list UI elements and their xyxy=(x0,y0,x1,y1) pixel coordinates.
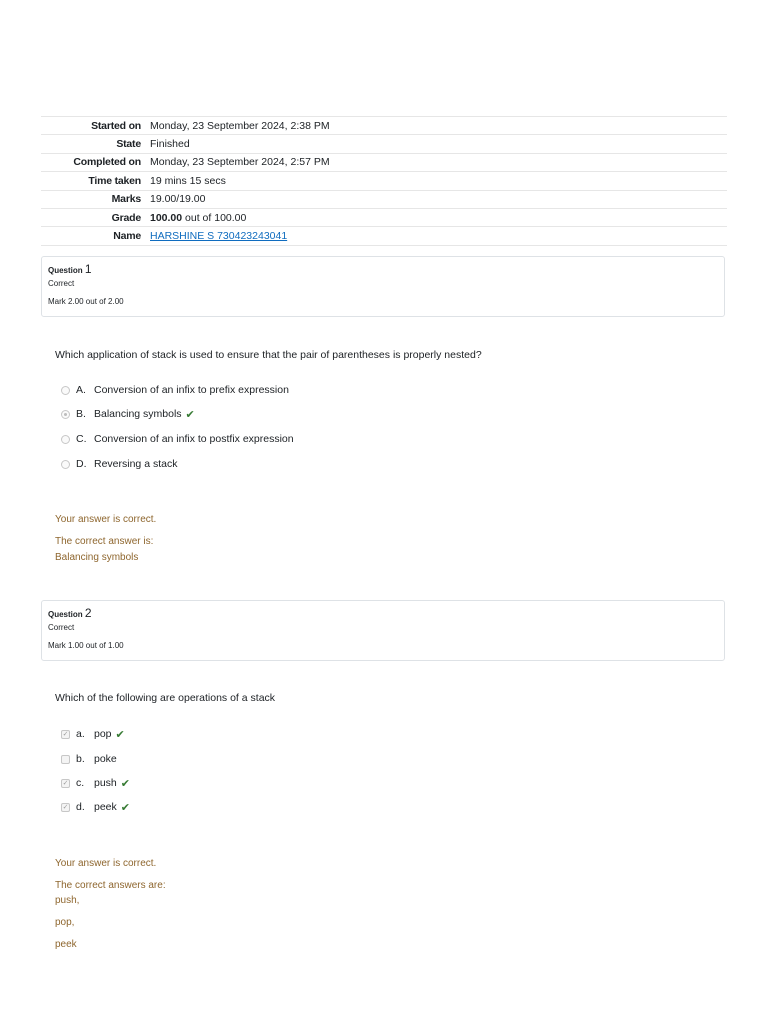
summary-value: 19.00/19.00 xyxy=(150,193,206,206)
radio-button[interactable] xyxy=(61,435,70,444)
option-d[interactable] xyxy=(61,799,130,815)
summary-row xyxy=(41,208,727,226)
summary-label: Started on xyxy=(91,119,141,132)
student-name-link[interactable]: HARSHINE S 730423243041 xyxy=(150,230,288,243)
correct-answer-heading: The correct answer is: xyxy=(55,536,154,547)
option-d[interactable] xyxy=(61,456,177,472)
option-text: pop xyxy=(94,728,112,740)
question-1-info xyxy=(41,256,725,317)
summary-value xyxy=(150,227,727,245)
checkbox-unchecked[interactable] xyxy=(61,755,70,764)
question-mark: Mark 1.00 out of 1.00 xyxy=(48,641,124,650)
summary-value: Monday, 23 September 2024, 2:57 PM xyxy=(150,156,330,169)
correct-check-icon: ✔ xyxy=(120,777,130,790)
option-letter: b. xyxy=(76,753,85,765)
radio-button[interactable] xyxy=(61,460,70,469)
question-2-text: Which of the following are operations of a stack xyxy=(55,692,276,704)
option-text: Conversion of an infix to prefix expression xyxy=(94,384,289,396)
feedback-text: Your answer is correct. xyxy=(55,514,157,525)
option-c[interactable] xyxy=(61,431,294,447)
grade-total: out of 100.00 xyxy=(182,211,247,224)
option-b[interactable] xyxy=(61,751,117,767)
correct-answer: peek xyxy=(55,939,77,950)
question-number-value: 2 xyxy=(84,606,92,620)
summary-row xyxy=(41,153,727,171)
option-letter: C. xyxy=(76,433,87,445)
summary-value: 19 mins 15 secs xyxy=(150,174,226,187)
option-text: Balancing symbols xyxy=(94,408,182,420)
summary-row xyxy=(41,172,727,190)
summary-value xyxy=(150,208,727,226)
option-a[interactable] xyxy=(61,726,125,742)
question-state: Correct xyxy=(48,623,75,632)
checkbox-checked[interactable]: ✓ xyxy=(62,730,69,738)
summary-value: Monday, 23 September 2024, 2:38 PM xyxy=(150,119,330,132)
summary-row xyxy=(41,227,727,245)
correct-answer: Balancing symbols xyxy=(55,552,139,563)
option-letter: B. xyxy=(76,408,86,420)
radio-button[interactable] xyxy=(61,410,70,419)
option-letter: D. xyxy=(76,458,87,470)
summary-row xyxy=(41,190,727,208)
summary-label: Name xyxy=(113,230,141,243)
question-2-info xyxy=(41,600,725,661)
correct-check-icon: ✔ xyxy=(120,801,130,814)
question-1-text: Which application of stack is used to ensure that the pair of parentheses is properly nested? xyxy=(55,349,482,361)
summary-row xyxy=(41,135,727,153)
option-b[interactable] xyxy=(61,406,195,422)
question-state: Correct xyxy=(48,279,75,288)
summary-label: Marks xyxy=(111,193,141,206)
checkbox-checked[interactable]: ✓ xyxy=(62,803,69,811)
feedback-text: Your answer is correct. xyxy=(55,858,157,869)
option-letter: a. xyxy=(76,728,85,740)
option-letter: c. xyxy=(76,777,85,789)
option-letter: d. xyxy=(76,801,85,813)
correct-check-icon: ✔ xyxy=(185,408,195,421)
checkbox-checked[interactable]: ✓ xyxy=(62,779,69,787)
option-c[interactable] xyxy=(61,775,130,791)
question-label: Question xyxy=(48,610,83,619)
option-text: poke xyxy=(94,753,117,765)
question-number xyxy=(48,606,718,620)
option-text: peek xyxy=(94,801,117,813)
option-text: push xyxy=(94,777,117,789)
attempt-summary-table xyxy=(41,116,727,246)
summary-row xyxy=(41,117,727,135)
summary-label: Completed on xyxy=(73,156,141,169)
grade-value: 100.00 xyxy=(150,211,183,224)
summary-label: State xyxy=(116,138,141,151)
radio-button[interactable] xyxy=(61,386,70,395)
option-text: Conversion of an infix to postfix expression xyxy=(94,433,294,445)
summary-label: Time taken xyxy=(88,174,141,187)
correct-answer-heading: The correct answers are: xyxy=(55,880,166,891)
correct-answer: push, xyxy=(55,895,80,906)
summary-label: Grade xyxy=(111,211,141,224)
question-label: Question xyxy=(48,266,83,275)
question-number-value: 1 xyxy=(84,262,92,276)
option-text: Reversing a stack xyxy=(94,458,178,470)
summary-value: Finished xyxy=(150,138,190,151)
option-letter: A. xyxy=(76,384,86,396)
correct-check-icon: ✔ xyxy=(115,728,125,741)
question-number xyxy=(48,262,718,276)
correct-answer: pop, xyxy=(55,917,75,928)
question-mark: Mark 2.00 out of 2.00 xyxy=(48,297,124,306)
option-a[interactable] xyxy=(61,382,289,398)
